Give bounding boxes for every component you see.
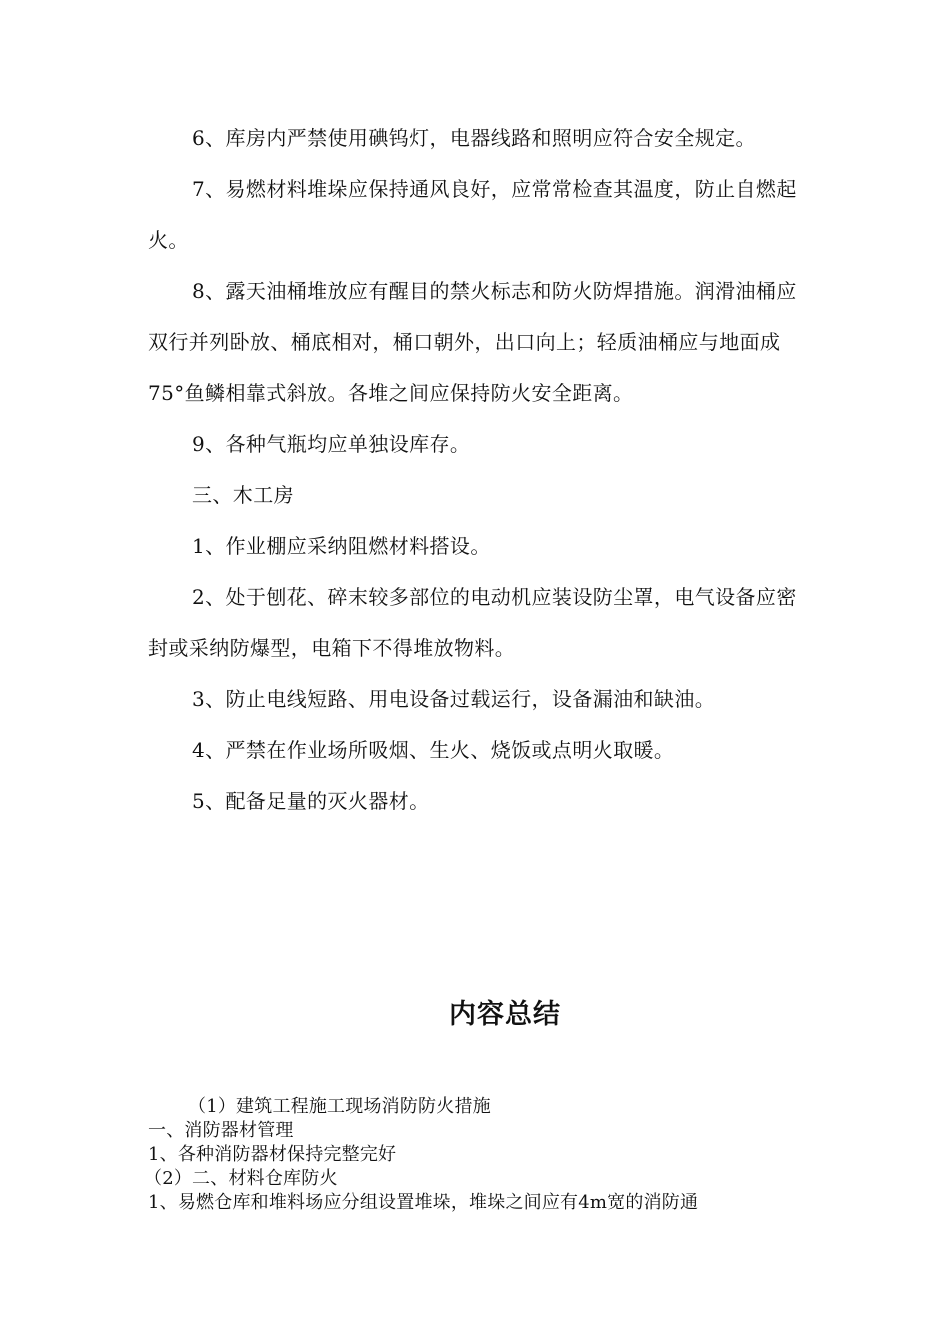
- summary-line-heading: （1）建筑工程施工现场消防防火措施: [188, 1096, 491, 1117]
- summary-line-item-one: 1、各种消防器材保持完整完好: [148, 1144, 397, 1165]
- paragraph-item-6: 6、库房内严禁使用碘钨灯，电器线路和照明应符合安全规定。: [192, 126, 756, 150]
- summary-line-item-two: 1、易燃仓库和堆料场应分组设置堆垛，堆垛之间应有4m宽的消防通: [148, 1192, 699, 1213]
- paragraph-item-9: 9、各种气瓶均应单独设库存。: [192, 432, 471, 456]
- document-body: [148, 113, 808, 827]
- summary-title: 内容总结: [449, 999, 561, 1030]
- summary-section: [144, 1095, 848, 1215]
- paragraph-item-8: 8、露天油桶堆放应有醒目的禁火标志和防火防焊措施。润滑油桶应双行并列卧放、桶底相对，桶口朝外，出口向上；轻质油桶应与地面成75°鱼鳞相靠式斜放。各堆之间应保持防火安全距离。: [148, 279, 797, 405]
- summary-line-section-two: （2）二、材料仓库防火: [144, 1168, 338, 1189]
- summary-line-section-one: 一、消防器材管理: [148, 1120, 294, 1141]
- paragraph-item-5: 5、配备足量的灭火器材。: [192, 789, 430, 813]
- section-heading-carpentry: 三、木工房: [192, 483, 294, 507]
- paragraph-item-3: 3、防止电线短路、用电设备过载运行，设备漏油和缺油。: [192, 687, 716, 711]
- paragraph-item-2: 2、处于刨花、碎末较多部位的电动机应装设防尘罩，电气设备应密封或采纳防爆型，电箱下不得堆放物料。: [148, 585, 797, 660]
- paragraph-item-7: 7、易燃材料堆垛应保持通风良好，应常常检查其温度，防止自燃起火。: [148, 177, 797, 252]
- paragraph-item-4: 4、严禁在作业场所吸烟、生火、烧饭或点明火取暖。: [192, 738, 675, 762]
- paragraph-item-1: 1、作业棚应采纳阻燃材料搭设。: [192, 534, 491, 558]
